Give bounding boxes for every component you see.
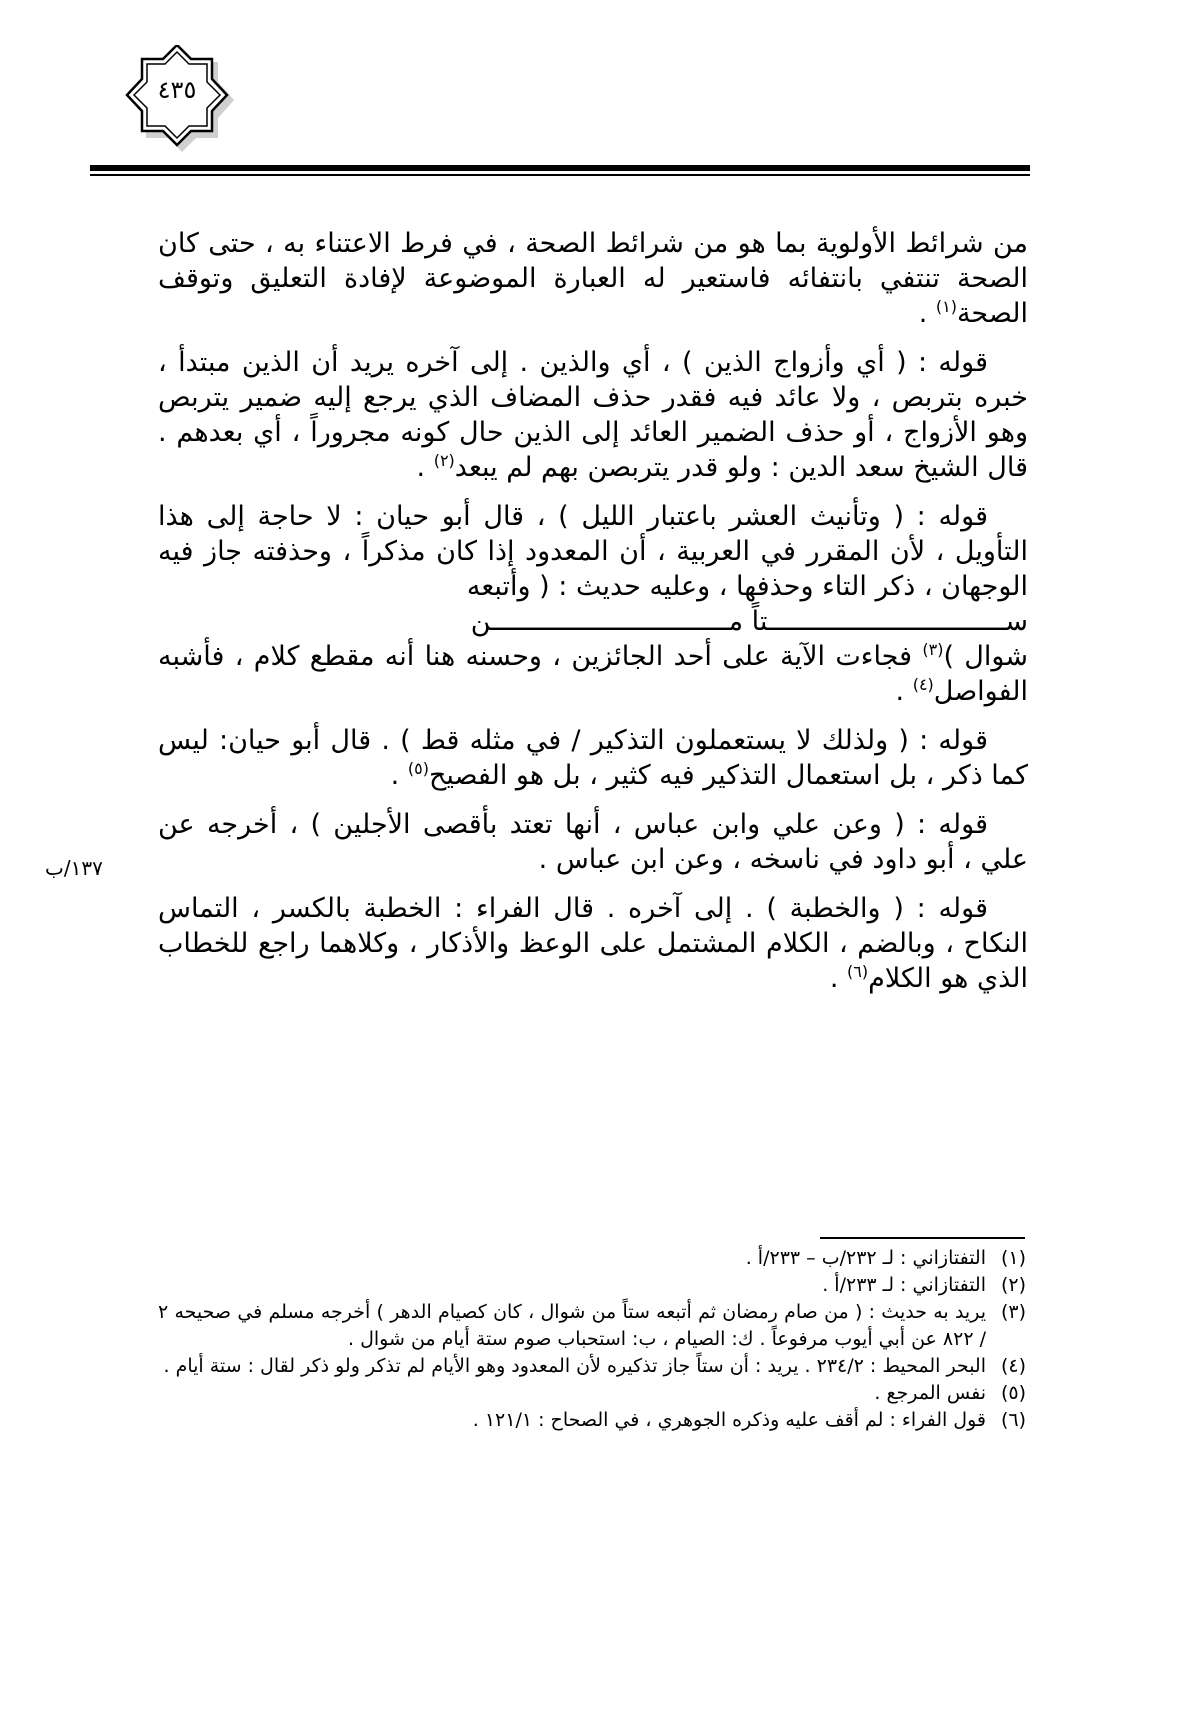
footnote <box>158 1380 1026 1407</box>
footnote-number: (٢) <box>1000 1274 1026 1296</box>
footnote-text: قول الفراء : لم أقف عليه وذكره الجوهري ، في الصحاح : ١٢١/١ . <box>472 1409 986 1431</box>
paragraph-tail: . <box>895 676 913 707</box>
paragraph-text: فجاءت الآية على أحد الجائزين ، وحسنه هنا أنه مقطع كلام ، فأشبه الفواصل <box>158 641 1028 707</box>
paragraph-text: قوله : ( وعن علي وابن عباس ، أنها تعتد بأقصى الأجلين ) ، أخرجه عن علي ، أبو داود في ناسخه ، وعن ابن عباس . <box>158 809 1028 875</box>
header-rule-thin <box>90 174 1030 176</box>
paragraph-4 <box>158 723 1028 793</box>
footnote-text: يريد به حديث : ( من صام رمضان ثم أتبعه ستاً من شوال ، كان كصيام الدهر ) أخرجه مسلم في صحيحه ٢ / ٨٢٢ عن أبي أيوب مرفوعاً . ك: الصيام ، ب: استحباب صوم ستة أيام من شوال . <box>158 1301 986 1350</box>
paragraph-text: قوله : ( ولذلك لا يستعملون التذكير / في مثله قط ) . قال أبو حيان: ليس كما ذكر ، بل استعمال التذكير فيه كثير ، بل هو الفصيح <box>158 725 1028 791</box>
footnote-separator <box>820 1237 1025 1239</box>
paragraph-text: قوله : ( وتأنيث العشر باعتبار الليل ) ، قال أبو حيان : لا حاجة إلى هذا التأويل ، لأن المقرر في العربية ، أن المعدود إذا كان مذكراً ، وحذفته جاز فيه الوجهان ، ذكر التاء وحذفها ، وعليه حديث : ( وأتبعه <box>158 501 1028 602</box>
footnote-number: (٥) <box>1000 1382 1026 1404</box>
footnote-ref[interactable]: (٦) <box>847 962 869 981</box>
paragraph-tail: . <box>918 298 936 329</box>
footnote-ref[interactable]: (٤) <box>912 675 934 694</box>
paragraph-text: شوال ) <box>943 641 1028 672</box>
header-rule-thick <box>90 165 1030 171</box>
footnote-number: (١) <box>1000 1247 1026 1269</box>
footnote-number: (٦) <box>1000 1409 1026 1431</box>
footnote <box>158 1245 1026 1272</box>
footnote-number: (٤) <box>1000 1355 1026 1377</box>
page-number: ٤٣٥ <box>157 76 197 104</box>
main-text <box>158 226 1028 1010</box>
paragraph-5 <box>158 807 1028 877</box>
footnote <box>158 1299 1026 1353</box>
footnote-text: نفس المرجع . <box>874 1382 986 1404</box>
footnote-ref[interactable]: (٣) <box>922 640 944 659</box>
footnote-ref[interactable]: (٢) <box>433 451 455 470</box>
paragraph-1 <box>158 226 1028 331</box>
paragraph-tail: . <box>829 963 848 994</box>
footnote <box>158 1272 1026 1299</box>
footnotes <box>158 1245 1026 1434</box>
paragraph-text: من شرائط الأولوية بما هو من شرائط الصحة ، في فرط الاعتناء به ، حتى كان الصحة تنتفي بانتفائه فاستعير له العبارة الموضوعة لإفادة التعليق وتوقف الصحة <box>158 228 1028 329</box>
paragraph-text: قوله : ( والخطبة ) . إلى آخره . قال الفراء : الخطبة بالكسر ، التماس النكاح ، وبالضم ، الكلام المشتمل على الوعظ والأذكار ، وكلاهما راجع للخطاب الذي هو الكلام <box>158 893 1028 994</box>
footnote-ref[interactable]: (١) <box>935 297 957 316</box>
footnote <box>158 1407 1026 1434</box>
footnote-text: التفتازاني : لـ ٢٣٣/أ . <box>822 1274 986 1296</box>
paragraph-text: قوله : ( أي وأزواج الذين ) ، أي والذين . إلى آخره يريد أن الذين مبتدأ ، خبره بتربص ، ولا عائد فيه فقدر حذف المضاف الذي يرجع إليه ضمير يتربص وهو الأزواج ، أو حذف الضمير العائد إلى الذين حال كونه مجروراً ، أي بعدهم . قال الشيخ سعد الدين : ولو قدر يتربصن بهم لم يبعد <box>158 347 1028 483</box>
paragraph-2 <box>158 345 1028 485</box>
footnote <box>158 1353 1026 1380</box>
footnote-number: (٣) <box>1000 1301 1026 1323</box>
paragraph-tail: . <box>416 452 434 483</box>
footnote-ref[interactable]: (٥) <box>407 759 429 778</box>
paragraph-6 <box>158 891 1028 996</box>
footnote-text: البحر المحيط : ٢٣٤/٢ . يريد : أن ستاً جاز تذكيره لأن المعدود وهو الأيام لم تذكر ولو ذكر لقال : ستة أيام . <box>163 1355 986 1377</box>
paragraph-3 <box>158 499 1028 709</box>
margin-folio-note: ١٣٧/ب <box>45 856 103 880</box>
stretched-line: ســــــــــــــــــــــــــــــتاً مــــــــــــــــــــــــــــــن <box>470 606 1028 637</box>
paragraph-tail: . <box>390 760 408 791</box>
footnote-text: التفتازاني : لـ ٢٣٢/ب – ٢٣٣/أ . <box>745 1247 986 1269</box>
